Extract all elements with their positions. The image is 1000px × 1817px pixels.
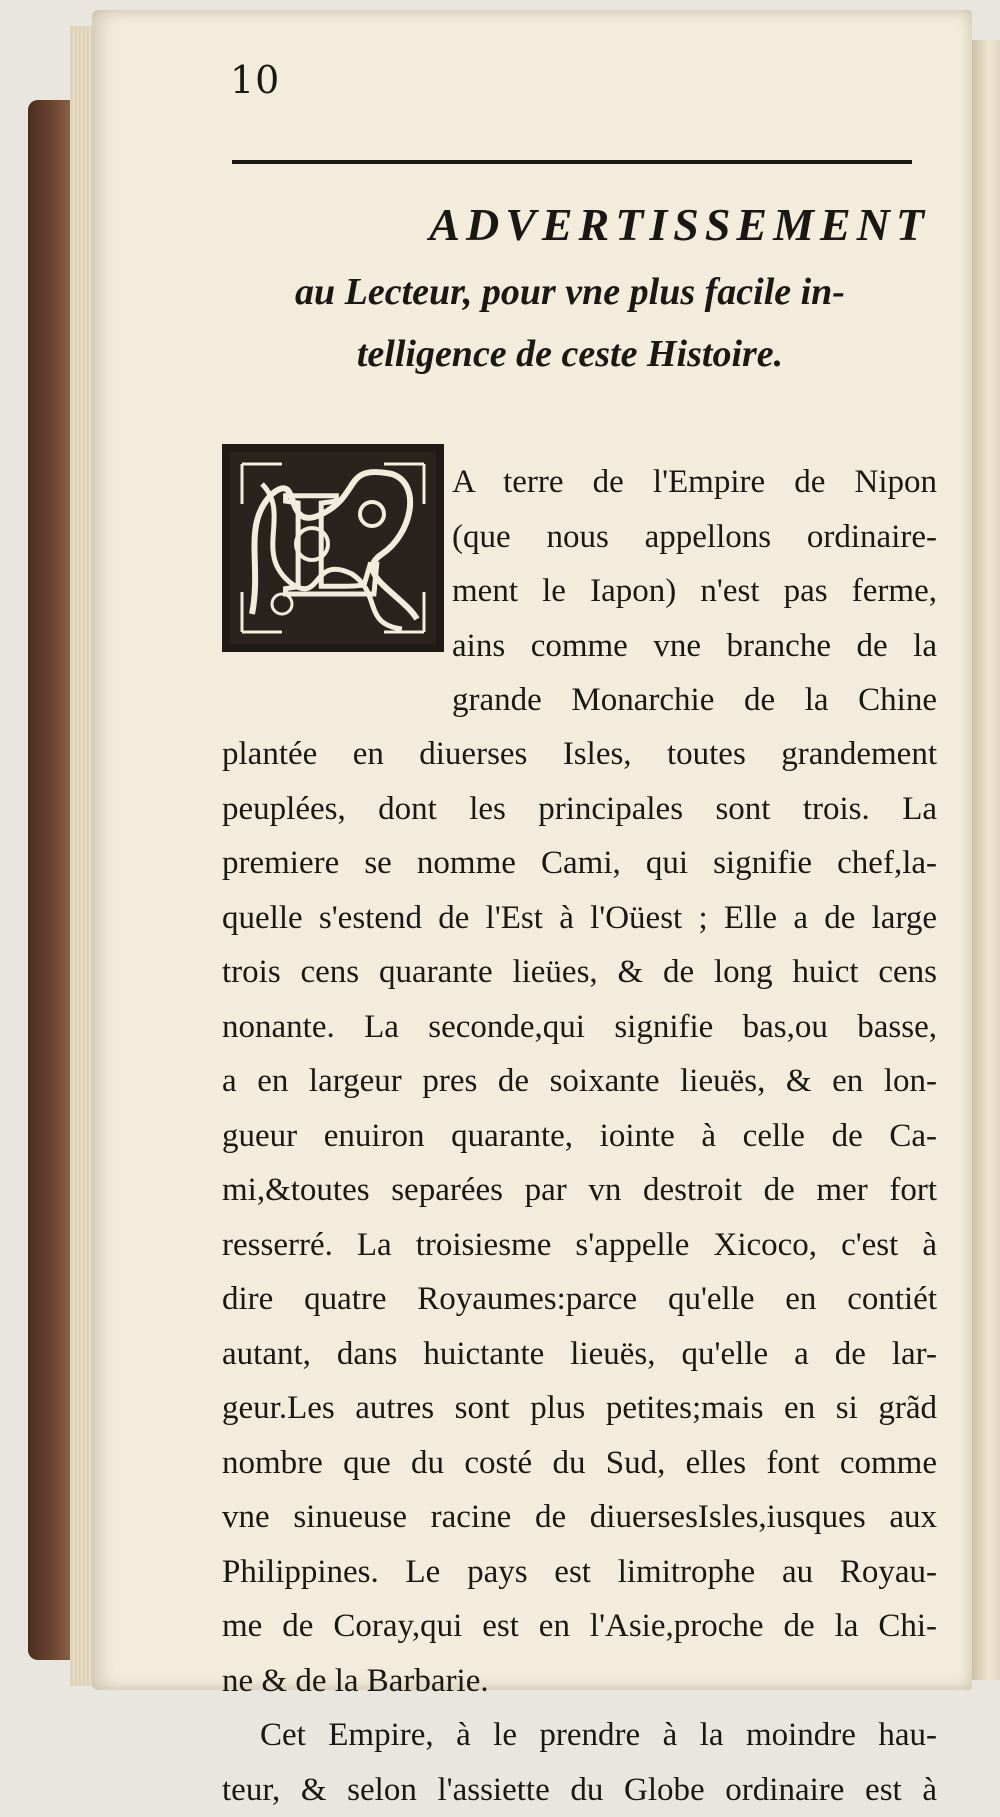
text-line: trois cens quarante lieües, & de long huict cens xyxy=(222,945,937,1000)
text-line: a en largeur pres de soixante lieuës, & en lon- xyxy=(222,1054,937,1109)
text-line: geur.Les autres sont plus petites;mais en si grãd xyxy=(222,1381,937,1436)
text-line: plantée en diuerses Isles, toutes grandement xyxy=(222,727,937,782)
chapter-subtitle-line-2: telligence de ceste Histoire. xyxy=(220,332,920,376)
text-line: (que nous appellons ordinaire- xyxy=(452,510,937,565)
text-line: premiere se nomme Cami, qui signifie chef,la- xyxy=(222,836,937,891)
header-rule xyxy=(232,160,912,164)
facing-page-edge xyxy=(972,40,1000,1680)
text-line: autant, dans huictante lieuës, qu'elle a de lar- xyxy=(222,1327,937,1382)
paragraph-2 xyxy=(222,1708,937,1817)
text-line: peuplées, dont les principales sont trois. La xyxy=(222,782,937,837)
text-line: nombre que du costé du Sud, elles font comme xyxy=(222,1436,937,1491)
text-line: quelle s'estend de l'Est à l'Oüest ; Elle a de large xyxy=(222,891,937,946)
text-line: nonante. La seconde,qui signifie bas,ou basse, xyxy=(222,1000,937,1055)
text-line: resserré. La troisiesme s'appelle Xicoco, c'est à xyxy=(222,1218,937,1273)
text-line: ne & de la Barbarie. xyxy=(222,1654,937,1709)
text-line: ment le Iapon) n'est pas ferme, xyxy=(452,564,937,619)
text-line: A terre de l'Empire de Nipon xyxy=(452,455,937,510)
text-line: vne sinueuse racine de diuersesIsles,iusques aux xyxy=(222,1490,937,1545)
initial-letter: L xyxy=(283,461,383,627)
decorated-initial-letter-icon xyxy=(222,444,444,652)
text-line: gueur enuiron quarante, iointe à celle de Ca- xyxy=(222,1109,937,1164)
text-line: me de Coray,qui est en l'Asie,proche de la Chi- xyxy=(222,1599,937,1654)
text-line: mi,&toutes separées par vn destroit de mer fort xyxy=(222,1163,937,1218)
chapter-subtitle-line-1: au Lecteur, pour vne plus facile in- xyxy=(220,270,920,314)
text-line: teur, & selon l'assiette du Globe ordinaire est à xyxy=(222,1763,937,1817)
text-line: Philippines. Le pays est limitrophe au Royau- xyxy=(222,1545,937,1600)
chapter-title: ADVERTISSEMENT xyxy=(220,198,930,251)
text-line: grande Monarchie de la Chine xyxy=(452,673,937,728)
text-line: ains comme vne branche de la xyxy=(452,619,937,674)
opening-lines xyxy=(452,455,937,728)
text-line: dire quatre Royaumes:parce qu'elle en contiét xyxy=(222,1272,937,1327)
body-paragraphs xyxy=(222,727,937,1817)
paragraph-1 xyxy=(222,727,937,1708)
text-line: Cet Empire, à le prendre à la moindre hau- xyxy=(222,1708,937,1763)
page-number: 10 xyxy=(230,58,280,102)
